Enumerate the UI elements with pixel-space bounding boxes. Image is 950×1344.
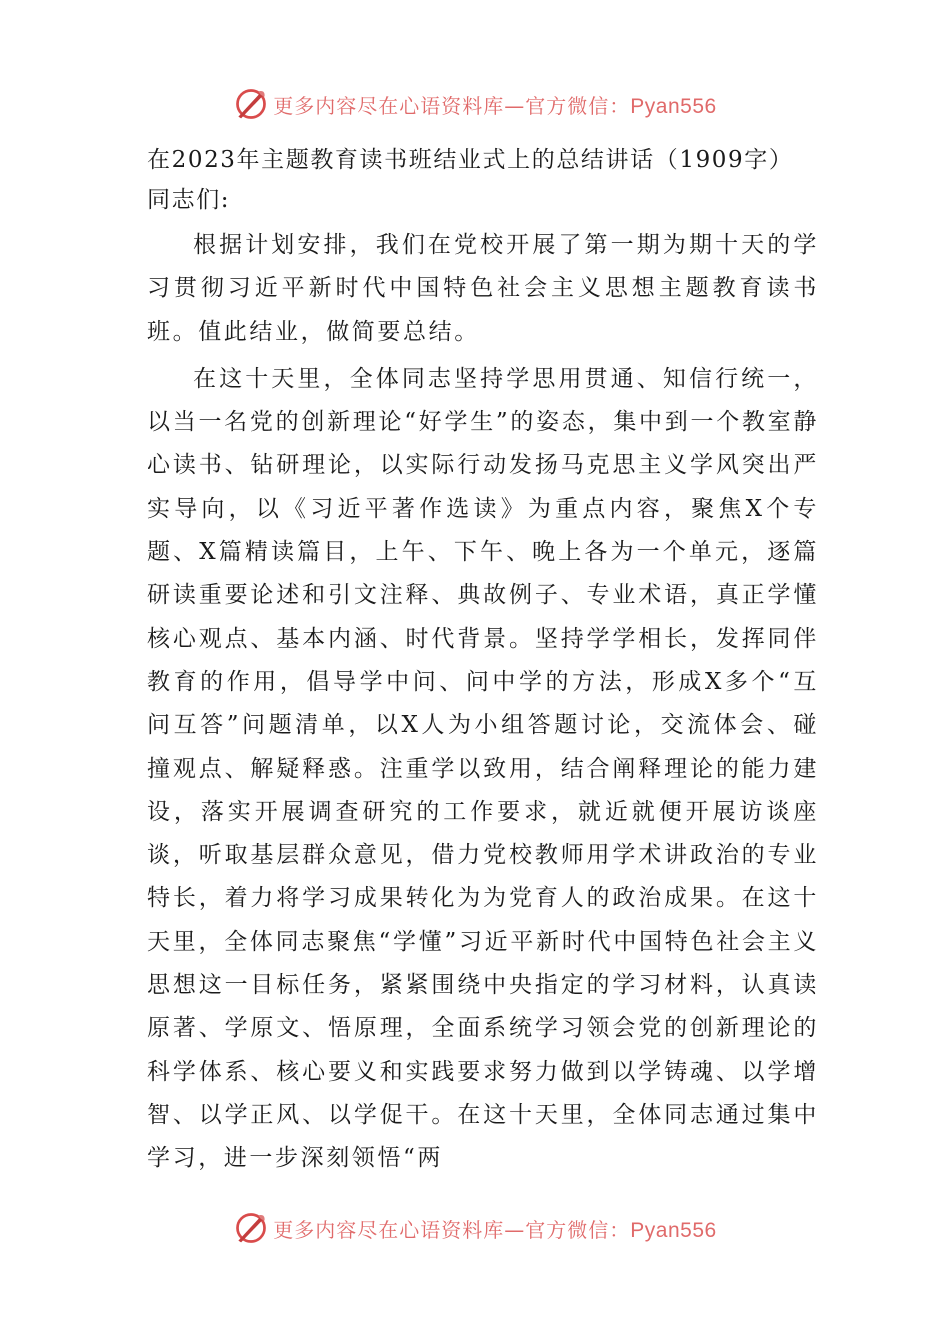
- salutation: 同志们:: [147, 187, 231, 213]
- watermark-text: 更多内容尽在心语资料库—官方微信：Pyan556: [273, 93, 717, 118]
- wechat-id: Pyan556: [630, 1218, 717, 1242]
- quill-pen-logo-icon: [233, 1210, 269, 1246]
- document-body: [147, 140, 819, 1181]
- watermark-text: 更多内容尽在心语资料库—官方微信：Pyan556: [273, 1217, 717, 1242]
- document-title: 在2023年主题教育读书班结业式上的总结讲话（1909字）: [147, 147, 794, 173]
- footer-watermark: [0, 1208, 950, 1248]
- wechat-id: Pyan556: [630, 94, 717, 118]
- paragraph-2: 在这十天里，全体同志坚持学思用贯通、知信行统一，以当一名党的创新理论“好学生”的姿态，集中到一个教室静心读书、钻研理论，以实际行动发扬马克思主义学风突出严实导向，以《习近平著作选读》为重点内容，聚焦X个专题、X篇精读篇目，上午、下午、晚上各为一个单元，逐篇研读重要论述和引文注释、典故例子、专业术语，真正学懂核心观点、基本内涵、时代背景。坚持学学相长，发挥同伴教育的作用，倡导学中问、问中学的方法，形成X多个“互问互答”问题清单，以X人为小组答题讨论，交流体会、碰撞观点、解疑释惑。注重学以致用，结合阐释理论的能力建设，落实开展调查研究的工作要求，就近就便开展访谈座谈，听取基层群众意见，借力党校教师用学术讲政治的专业特长，着力将学习成果转化为为党育人的政治成果。在这十天里，全体同志聚焦“学懂”习近平新时代中国特色社会主义思想这一目标任务，紧紧围绕中央指定的学习材料，认真读原著、学原文、悟原理，全面系统学习领会党的创新理论的科学体系、核心要义和实践要求努力做到以学铸魂、以学增智、以学正风、以学促干。在这十天里，全体同志通过集中学习，进一步深刻领悟“两: [147, 365, 819, 1172]
- quill-pen-logo-icon: [233, 86, 269, 122]
- header-watermark: [0, 84, 950, 124]
- paragraph-1: 根据计划安排，我们在党校开展了第一期为期十天的学习贯彻习近平新时代中国特色社会主义思想主题教育读书班。值此结业，做简要总结。: [147, 232, 819, 345]
